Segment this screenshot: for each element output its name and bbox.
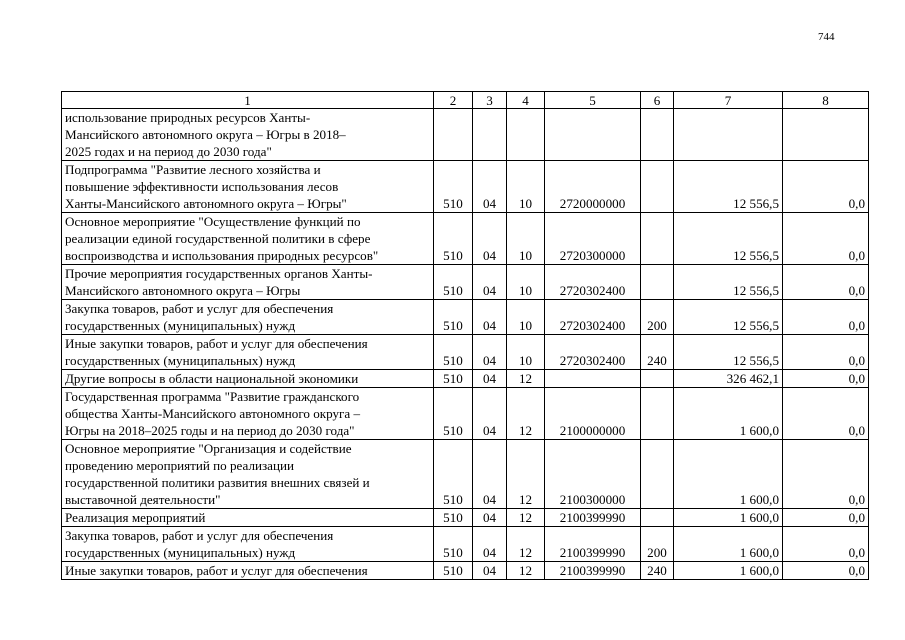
cell-code-4: 12 — [507, 388, 545, 440]
cell-amount-8: 0,0 — [783, 388, 869, 440]
cell-code-4: 10 — [507, 265, 545, 300]
cell-code-3: 04 — [473, 509, 507, 527]
column-number: 3 — [473, 92, 507, 109]
column-number: 7 — [674, 92, 783, 109]
cell-amount-8: 0,0 — [783, 335, 869, 370]
cell-amount-7: 12 556,5 — [674, 265, 783, 300]
cell-amount-7: 12 556,5 — [674, 161, 783, 213]
cell-code-4: 12 — [507, 509, 545, 527]
cell-code-2 — [434, 109, 473, 161]
cell-amount-8: 0,0 — [783, 213, 869, 265]
cell-code-2: 510 — [434, 509, 473, 527]
cell-code-2: 510 — [434, 388, 473, 440]
cell-amount-7: 12 556,5 — [674, 300, 783, 335]
cell-code-4: 10 — [507, 213, 545, 265]
cell-item-name: Иные закупки товаров, работ и услуг для обеспечения — [62, 562, 434, 580]
cell-item-name: Основное мероприятие "Осуществление функций по реализации единой государственной политики в сфере воспроизводства и использования природных ресурсов" — [62, 213, 434, 265]
column-number: 8 — [783, 92, 869, 109]
cell-amount-8: 0,0 — [783, 370, 869, 388]
cell-amount-8: 0,0 — [783, 161, 869, 213]
cell-amount-8: 0,0 — [783, 440, 869, 509]
table-row — [62, 109, 869, 161]
cell-code-3: 04 — [473, 562, 507, 580]
cell-code-4 — [507, 109, 545, 161]
cell-code-5: 2720300000 — [545, 213, 641, 265]
cell-code-5: 2100399990 — [545, 562, 641, 580]
column-number-row — [62, 92, 869, 109]
cell-code-2: 510 — [434, 213, 473, 265]
cell-code-3: 04 — [473, 440, 507, 509]
cell-code-5: 2100000000 — [545, 388, 641, 440]
cell-code-5 — [545, 109, 641, 161]
cell-amount-8: 0,0 — [783, 265, 869, 300]
table-row — [62, 527, 869, 562]
cell-code-5: 2720302400 — [545, 335, 641, 370]
cell-item-name: Государственная программа "Развитие гражданского общества Ханты-Мансийского автономного округа – Югры на 2018–2025 годы и на период до 2030 года" — [62, 388, 434, 440]
cell-amount-7 — [674, 109, 783, 161]
cell-amount-7: 1 600,0 — [674, 440, 783, 509]
table-row — [62, 370, 869, 388]
cell-code-2: 510 — [434, 370, 473, 388]
table-body — [62, 92, 869, 580]
cell-code-2: 510 — [434, 440, 473, 509]
cell-amount-7: 1 600,0 — [674, 509, 783, 527]
cell-code-3: 04 — [473, 388, 507, 440]
cell-code-2: 510 — [434, 562, 473, 580]
cell-code-6: 240 — [641, 562, 674, 580]
page-number: 744 — [818, 31, 835, 43]
cell-code-5: 2720302400 — [545, 300, 641, 335]
cell-code-2: 510 — [434, 335, 473, 370]
cell-item-name: использование природных ресурсов Ханты- Мансийского автономного округа – Югры в 2018– 2025 годах и на период до 2030 года" — [62, 109, 434, 161]
cell-amount-8: 0,0 — [783, 300, 869, 335]
cell-amount-7: 12 556,5 — [674, 213, 783, 265]
column-number: 6 — [641, 92, 674, 109]
cell-amount-8: 0,0 — [783, 509, 869, 527]
table-row — [62, 388, 869, 440]
cell-amount-7: 12 556,5 — [674, 335, 783, 370]
cell-code-5: 2720302400 — [545, 265, 641, 300]
cell-item-name: Иные закупки товаров, работ и услуг для обеспечения государственных (муниципальных) нужд — [62, 335, 434, 370]
table-row — [62, 335, 869, 370]
cell-code-6: 200 — [641, 527, 674, 562]
table-row — [62, 440, 869, 509]
cell-item-name: Другие вопросы в области национальной экономики — [62, 370, 434, 388]
cell-code-6: 200 — [641, 300, 674, 335]
cell-item-name: Закупка товаров, работ и услуг для обеспечения государственных (муниципальных) нужд — [62, 300, 434, 335]
cell-code-6 — [641, 161, 674, 213]
cell-code-6 — [641, 265, 674, 300]
cell-code-5: 2100399990 — [545, 509, 641, 527]
table-row — [62, 213, 869, 265]
cell-amount-7: 326 462,1 — [674, 370, 783, 388]
cell-code-6 — [641, 509, 674, 527]
cell-item-name: Основное мероприятие "Организация и содействие проведению мероприятий по реализации государственной политики развития внешних связей и выставочной деятельности" — [62, 440, 434, 509]
cell-amount-7: 1 600,0 — [674, 562, 783, 580]
cell-code-3: 04 — [473, 213, 507, 265]
cell-code-4: 12 — [507, 527, 545, 562]
cell-amount-8: 0,0 — [783, 527, 869, 562]
cell-code-5: 2100399990 — [545, 527, 641, 562]
cell-code-5: 2100300000 — [545, 440, 641, 509]
table-row — [62, 161, 869, 213]
cell-code-4: 10 — [507, 161, 545, 213]
column-number: 2 — [434, 92, 473, 109]
cell-code-3: 04 — [473, 335, 507, 370]
cell-code-2: 510 — [434, 527, 473, 562]
cell-code-6 — [641, 370, 674, 388]
cell-code-4: 12 — [507, 370, 545, 388]
column-number: 5 — [545, 92, 641, 109]
table-row — [62, 562, 869, 580]
table-row — [62, 300, 869, 335]
cell-amount-7: 1 600,0 — [674, 388, 783, 440]
cell-code-5 — [545, 370, 641, 388]
table-row — [62, 265, 869, 300]
cell-code-3: 04 — [473, 265, 507, 300]
cell-code-6: 240 — [641, 335, 674, 370]
cell-item-name: Реализация мероприятий — [62, 509, 434, 527]
cell-code-5: 2720000000 — [545, 161, 641, 213]
budget-table — [61, 91, 869, 580]
cell-amount-8 — [783, 109, 869, 161]
cell-code-3: 04 — [473, 300, 507, 335]
column-number: 1 — [62, 92, 434, 109]
cell-item-name: Прочие мероприятия государственных органов Ханты- Мансийского автономного округа – Югры — [62, 265, 434, 300]
cell-code-4: 12 — [507, 440, 545, 509]
cell-code-3: 04 — [473, 527, 507, 562]
cell-code-4: 10 — [507, 335, 545, 370]
cell-code-3: 04 — [473, 370, 507, 388]
cell-code-3: 04 — [473, 161, 507, 213]
table-row — [62, 509, 869, 527]
cell-code-2: 510 — [434, 300, 473, 335]
cell-item-name: Подпрограмма "Развитие лесного хозяйства и повышение эффективности использования лесов Ханты-Мансийского автономного округа – Югры" — [62, 161, 434, 213]
cell-code-6 — [641, 388, 674, 440]
cell-code-6 — [641, 109, 674, 161]
cell-code-2: 510 — [434, 161, 473, 213]
cell-item-name: Закупка товаров, работ и услуг для обеспечения государственных (муниципальных) нужд — [62, 527, 434, 562]
cell-code-6 — [641, 440, 674, 509]
cell-code-4: 12 — [507, 562, 545, 580]
cell-code-2: 510 — [434, 265, 473, 300]
cell-code-4: 10 — [507, 300, 545, 335]
cell-code-6 — [641, 213, 674, 265]
cell-code-3 — [473, 109, 507, 161]
cell-amount-7: 1 600,0 — [674, 527, 783, 562]
cell-amount-8: 0,0 — [783, 562, 869, 580]
column-number: 4 — [507, 92, 545, 109]
